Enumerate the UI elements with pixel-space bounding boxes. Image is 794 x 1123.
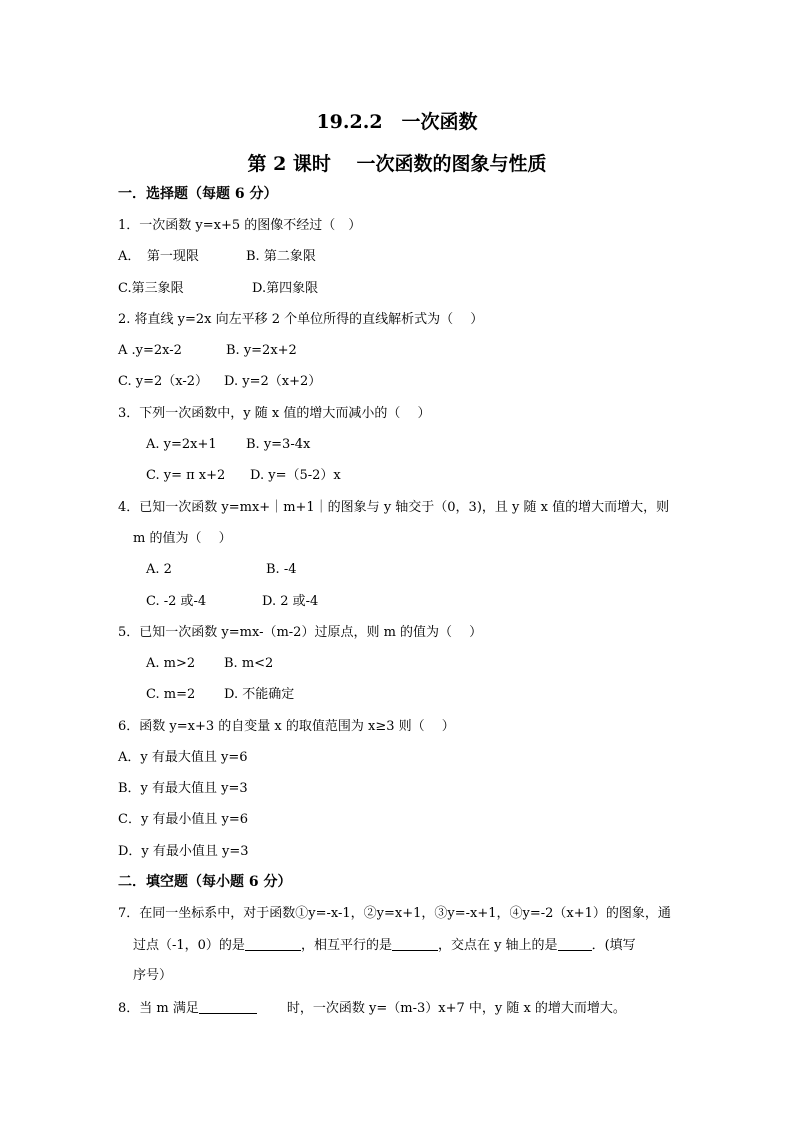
question-5-stem: 5．已知一次函数 y=mx-（m-2）过原点，则 m 的值为（ ） — [118, 625, 483, 640]
question-4-stem: 4．已知一次函数 y=mx+｜m+1｜的图象与 y 轴交于（0，3)，且 y 随 x 值的增大而增大，则 — [118, 500, 670, 515]
question-4-option-b: B. -4 — [266, 562, 297, 577]
question-2-option-d: D. y=2（x+2） — [224, 374, 322, 389]
section2-heading: 二．填空题（每小题 6 分） — [118, 874, 292, 890]
question-3-option-c: C. y= π x+2 — [146, 468, 226, 483]
question-4-stem-continued: m 的值为（ ） — [133, 531, 232, 546]
answer-blank[interactable] — [245, 936, 301, 951]
question-2-option-a: A .y=2x-2 — [118, 343, 182, 358]
question-1-stem: 1．一次函数 y=x+5 的图像不经过（ ） — [118, 218, 362, 233]
question-7-line-1: 7．在同一坐标系中，对于函数①y=-x-1，②y=x+1，③y=-x+1，④y=-2（x+1）的图象，通 — [118, 906, 671, 921]
question-8-text-b: 时，一次函数 y=（m-3）x+7 中，y 随 x 的增大而增大。 — [286, 1001, 626, 1016]
answer-blank[interactable] — [199, 999, 257, 1014]
question-1-option-b: B. 第二象限 — [246, 249, 316, 264]
question-8-text-a: 8．当 m 满足 — [118, 1001, 199, 1016]
question-6-option-d: D．y 有最小值且 y=3 — [118, 844, 249, 859]
question-2-option-b: B. y=2x+2 — [226, 343, 297, 358]
answer-blank[interactable] — [558, 936, 592, 951]
question-3-stem: 3．下列一次函数中，y 随 x 值的增大而减小的（ ） — [118, 406, 431, 421]
question-7-line-3: 序号） — [133, 968, 173, 983]
question-4-option-c: C. -2 或-4 — [146, 594, 207, 609]
question-7-text-a: 过点（-1，0）的是 — [133, 938, 245, 953]
question-5-option-d: D. 不能确定 — [224, 687, 295, 702]
question-5-option-b: B. m<2 — [224, 656, 274, 671]
question-5-option-c: C. m=2 — [146, 687, 196, 702]
question-7-text-b: ，相互平行的是 — [300, 938, 392, 953]
question-7-line-2 — [133, 936, 636, 955]
answer-blank[interactable] — [392, 936, 438, 951]
question-4-option-a: A. 2 — [146, 562, 172, 577]
question-3-option-d: D. y=（5-2）x — [250, 468, 341, 483]
main-title: 19.2.2 一次函数 — [316, 111, 478, 133]
question-7-text-d: ．(填写 — [591, 938, 636, 953]
question-3-option-b: B. y=3-4x — [246, 437, 311, 452]
question-1-option-a: A． 第一现限 — [118, 249, 199, 264]
question-1-option-d: D.第四象限 — [252, 281, 319, 296]
question-6-option-c: C．y 有最小值且 y=6 — [118, 812, 249, 827]
question-7-text-c: ，交点在 y 轴上的是 — [437, 938, 558, 953]
question-2-option-c: C. y=2（x-2） — [118, 374, 209, 389]
question-3-option-a: A. y=2x+1 — [146, 437, 217, 452]
question-6-stem: 6．函数 y=x+3 的自变量 x 的取值范围为 x≥3 则（ ） — [118, 719, 455, 734]
sub-title: 第 2 课时 一次函数的图象与性质 — [247, 153, 547, 175]
question-2-stem: 2. 将直线 y=2x 向左平移 2 个单位所得的直线解析式为（ ） — [118, 312, 484, 327]
question-6-option-a: A．y 有最大值且 y=6 — [118, 750, 248, 765]
question-6-option-b: B．y 有最大值且 y=3 — [118, 781, 248, 796]
question-4-option-d: D. 2 或-4 — [262, 594, 319, 609]
question-1-option-c: C.第三象限 — [118, 281, 184, 296]
section1-heading: 一．选择题（每题 6 分） — [118, 186, 278, 202]
question-5-option-a: A. m>2 — [146, 656, 196, 671]
question-8-line — [118, 999, 626, 1018]
